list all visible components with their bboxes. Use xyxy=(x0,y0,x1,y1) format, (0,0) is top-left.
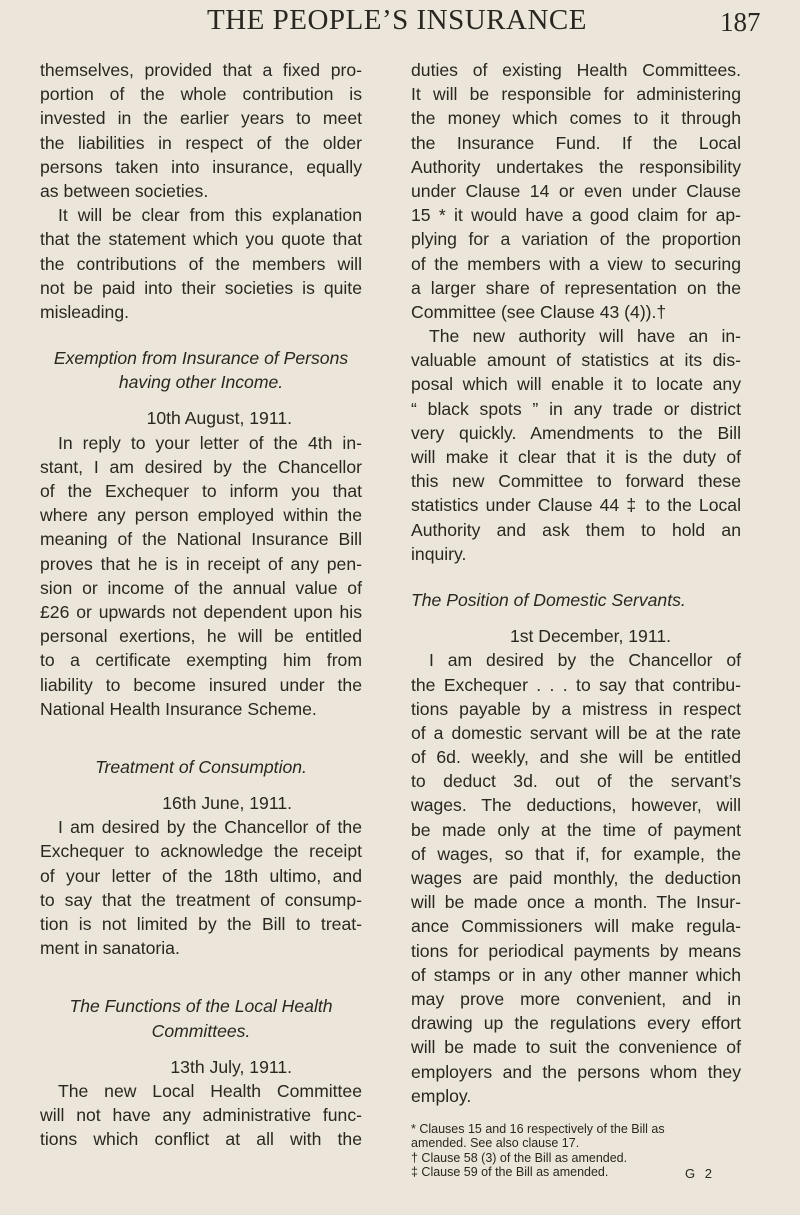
text-line: under Clause 14 or even under Clause xyxy=(411,180,741,201)
text-line: persons taken into insurance, equally xyxy=(40,156,362,177)
text-line: the Insurance Fund. If the Local xyxy=(411,132,741,153)
text-line: of your letter of the 18th ultimo, and xyxy=(40,865,362,886)
paragraph-clear xyxy=(40,203,362,324)
text-line: The new authority will have an in- xyxy=(429,326,741,347)
text-line: The new Local Health Committee xyxy=(58,1080,362,1101)
footnote-line: amended. See also clause 17. xyxy=(411,1136,580,1151)
text-line: wages. The deductions, however, will xyxy=(411,795,741,816)
text-line: I am desired by the Chancellor of xyxy=(429,650,741,671)
text-line: themselves, provided that a fixed pro- xyxy=(40,60,362,80)
text-line: not be paid into their societies is quite xyxy=(40,277,362,298)
text-line: the Exchequer . . . to say that contribu- xyxy=(411,674,741,695)
text-line: sion or income of the annual value of xyxy=(40,577,362,598)
text-line: Authority undertakes the responsibility xyxy=(411,156,741,177)
section-heading: Treatment of Consumption. xyxy=(95,756,307,777)
text-line: that the statement which you quote that xyxy=(40,229,362,250)
text-line: of stamps or in any other manner which xyxy=(411,964,741,985)
text-line: meaning of the National Insurance Bill xyxy=(40,529,362,550)
text-line: National Health Insurance Scheme. xyxy=(40,698,317,719)
text-line: the contributions of the members will xyxy=(40,253,362,274)
text-line: portion of the whole contribution is xyxy=(40,84,362,105)
text-line: to deduct 3d. out of the servant’s xyxy=(411,771,741,792)
text-line: drawing up the regulations every effort xyxy=(411,1013,741,1034)
text-line: employ. xyxy=(411,1085,472,1106)
text-line: employers and the persons whom they xyxy=(411,1061,741,1082)
page-header xyxy=(0,4,800,48)
text-line: of wages, so that if, for example, the xyxy=(411,843,741,864)
right-column xyxy=(411,58,741,1180)
footnote-line: ‡ Clause 59 of the Bill as amended. xyxy=(411,1165,609,1180)
text-line: tions payable by a mistress in respect xyxy=(411,698,741,719)
text-line: wages are paid monthly, the deduction xyxy=(411,868,741,888)
section-heading: having other Income. xyxy=(118,372,284,393)
text-line: a larger share of representation on the xyxy=(411,277,741,298)
text-line: misleading. xyxy=(40,301,129,322)
text-line: Authority and ask them to hold an xyxy=(411,519,741,540)
text-line: of the members with a view to securing xyxy=(411,253,741,274)
text-line: 15 * it would have a good claim for ap- xyxy=(411,205,741,226)
section-domestic-servants xyxy=(411,588,741,1108)
section-exemption xyxy=(40,346,362,721)
text-line: be made only at the time of payment xyxy=(411,819,741,840)
text-line: inquiry. xyxy=(411,543,467,564)
text-line: proves that he is in receipt of any pen- xyxy=(40,553,362,574)
text-line: Committee (see Clause 43 (4)).† xyxy=(411,301,667,322)
text-line: will make it clear that it is the duty of xyxy=(411,447,741,467)
text-line: as between societies. xyxy=(40,180,209,201)
text-line: tions for periodical payments by means xyxy=(411,940,741,961)
paragraph-intro xyxy=(40,58,362,203)
section-heading: Committees. xyxy=(151,1020,251,1041)
text-line: posal which will enable it to locate any xyxy=(411,374,741,395)
letter-date: 16th June, 1911. xyxy=(162,793,292,814)
text-line: of 6d. weekly, and she will be entitled xyxy=(411,747,741,768)
text-line: I am desired by the Chancellor of the xyxy=(58,817,362,838)
text-line: the money which comes to it through xyxy=(411,108,741,129)
text-line: liability to become insured under the xyxy=(40,674,362,695)
text-line: of the Exchequer to inform you that xyxy=(40,481,362,501)
letter-date: 1st December, 1911. xyxy=(509,626,671,647)
text-line: personal exertions, he will be entitled xyxy=(40,626,362,647)
footnote-line: * Clauses 15 and 16 respectively of the Bill as xyxy=(411,1121,665,1136)
section-heading: The Functions of the Local Health xyxy=(69,996,333,1017)
printer-signature-mark: G 2 xyxy=(685,1166,715,1181)
text-line: duties of existing Health Committees. xyxy=(411,60,741,80)
text-line: plying for a variation of the proportion xyxy=(411,229,741,250)
text-line: of a domestic servant will be at the rate xyxy=(411,722,741,743)
letter-date: 13th July, 1911. xyxy=(170,1056,292,1077)
text-line: statistics under Clause 44 ‡ to the Local xyxy=(411,495,741,516)
letter-date: 10th August, 1911. xyxy=(146,408,292,429)
text-line: It will be clear from this explanation xyxy=(58,205,362,226)
footnote-line: † Clause 58 (3) of the Bill as amended. xyxy=(411,1150,628,1165)
text-line: will be made to suit the convenience of xyxy=(411,1037,741,1058)
text-line: this new Committee to forward these xyxy=(411,471,741,492)
text-line: valuable amount of statistics at its dis- xyxy=(411,350,741,371)
text-line: ment in sanatoria. xyxy=(40,938,180,959)
text-line: £26 or upwards not dependent upon his xyxy=(40,601,362,622)
text-line: ance Commissioners will make regula- xyxy=(411,916,741,937)
paragraph-authority xyxy=(411,324,741,566)
text-line: stant, I am desired by the Chancellor xyxy=(40,456,362,477)
section-heading: The Position of Domestic Servants. xyxy=(411,589,686,610)
text-line: “ black spots ” in any trade or district xyxy=(411,398,741,419)
section-consumption xyxy=(40,755,362,961)
text-line: to say that the treatment of consump- xyxy=(40,889,362,910)
text-line: It will be responsible for administering xyxy=(411,84,741,105)
left-column xyxy=(40,58,362,1152)
text-line: to a certificate exempting him from xyxy=(40,650,362,671)
section-heading: Exemption from Insurance of Persons xyxy=(53,348,349,369)
text-line: may prove more convenient, and in xyxy=(411,988,741,1009)
page-number: 187 xyxy=(720,7,761,37)
text-line: very quickly. Amendments to the Bill xyxy=(411,422,741,443)
text-line: where any person employed within the xyxy=(40,505,362,526)
text-line: tions which conflict at all with the xyxy=(40,1129,362,1150)
running-title: THE PEOPLE’S INSURANCE xyxy=(207,4,587,36)
text-line: In reply to your letter of the 4th in- xyxy=(58,432,362,453)
text-line: will be made once a month. The Insur- xyxy=(411,892,741,913)
text-line: invested in the earlier years to meet xyxy=(40,108,362,129)
text-line: will not have any administrative func- xyxy=(40,1105,362,1126)
text-line: tion is not limited by the Bill to treat- xyxy=(40,914,362,934)
text-line: the liabilities in respect of the older xyxy=(40,132,362,153)
text-line: Exchequer to acknowledge the receipt xyxy=(40,841,362,862)
paragraph-duties xyxy=(411,58,741,324)
section-functions xyxy=(40,994,362,1151)
